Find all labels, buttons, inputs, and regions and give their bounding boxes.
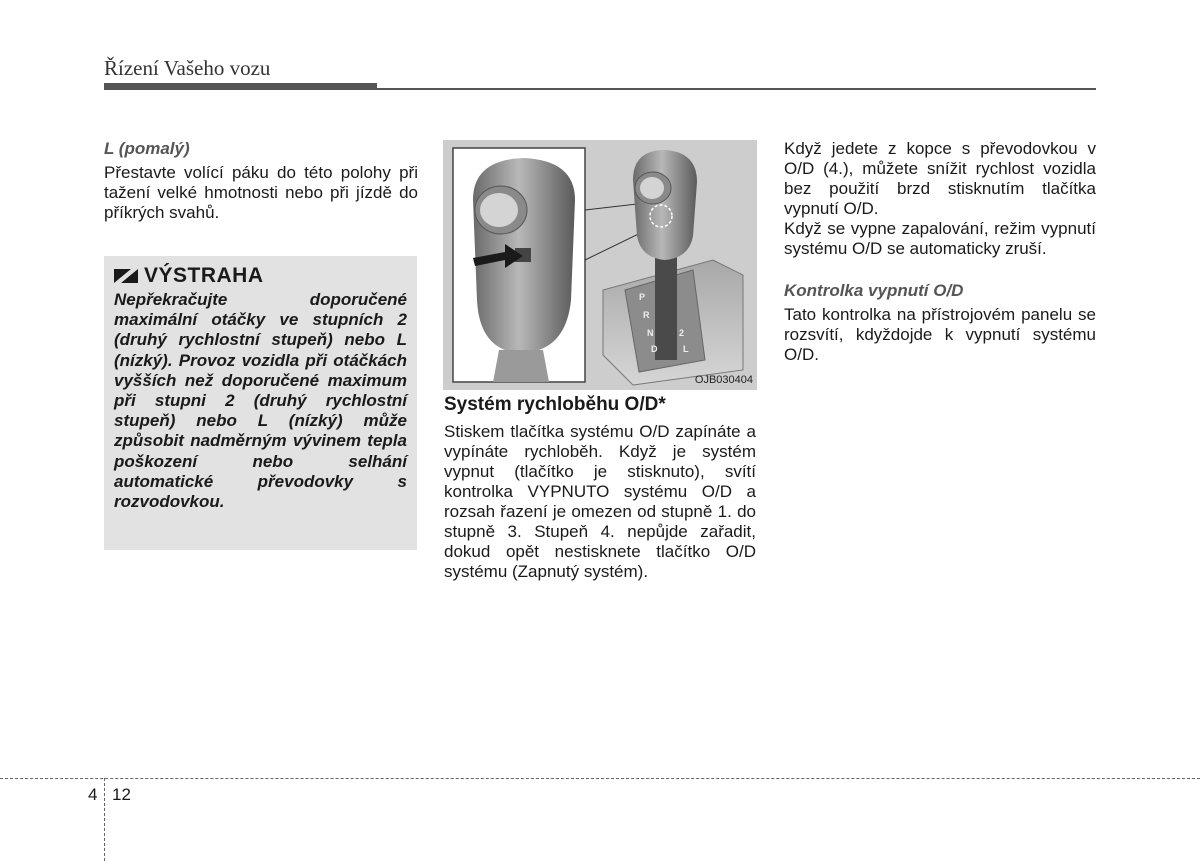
svg-text:D: D — [651, 344, 658, 354]
figure-code: OJB030404 — [694, 374, 753, 386]
middle-column — [444, 394, 756, 582]
warning-box — [104, 256, 417, 550]
left-column — [104, 139, 418, 223]
od-off-indicator-text: Tato kontrolka na přístrojovém panelu se rozsvítí, kdyždojde k vypnutí systému O/D. — [784, 305, 1096, 364]
overdrive-text: Stiskem tlačítka systému O/D zapínáte a vypínáte rychloběh. Když je systém vypnut (tlačítko je stisknuto), svítí kontrolka VYPNUTO systému O/D a rozsah řazení je omezen od stupně 1. do stupně 3. Stupeň 4. nepůjde zařadit, dokud opět nestisknete tlačítko O/D systému (Zapnutý systém). — [444, 422, 756, 581]
page-header-title: Řízení Vašeho vozu — [104, 56, 271, 80]
l-position-text: Přestavte volící páku do této polohy při tažení velké hmotnosti nebo při jízdě do příkrých svahů. — [104, 163, 418, 222]
downhill-paragraph: Když jedete z kopce s převodovkou v O/D (4.), můžete snížit rychlost vozidla bez použití brzd stisknutím tlačítka vypnutí O/D. — [784, 139, 1096, 218]
svg-text:N: N — [647, 328, 654, 338]
right-column — [784, 139, 1096, 365]
warning-icon — [114, 268, 138, 284]
shift-lever-illustration — [443, 140, 757, 390]
overdrive-heading: Systém rychloběhu O/D* — [444, 394, 666, 415]
od-off-indicator-heading: Kontrolka vypnutí O/D — [784, 281, 964, 300]
footer-divider — [104, 778, 105, 861]
svg-text:P: P — [639, 292, 646, 302]
warning-title: VÝSTRAHA — [144, 264, 264, 287]
warning-text: Nepřekračujte doporučené maximální otáčky ve stupních 2 (druhý rychlostní stupeň) nebo L (nízký). Provoz vozidla při otáčkách vyšších než doporučené maximum při stupni 2 (druhý rychlostní stupeň) nebo L (nízký) může způsobit nadměrným vývinem tepla poškození nebo selhání automatické převodovky s rozvodovkou. — [114, 290, 407, 512]
svg-text:2: 2 — [679, 328, 685, 338]
warning-header — [114, 264, 407, 288]
header-rule — [104, 88, 1096, 90]
svg-text:L: L — [683, 344, 689, 354]
l-position-heading: L (pomalý) — [104, 139, 190, 158]
svg-text:R: R — [643, 310, 650, 320]
section-number: 4 — [88, 785, 98, 804]
ignition-paragraph: Když se vypne zapalování, režim vypnutí systému O/D se automaticky zruší. — [784, 219, 1096, 258]
gear-shift-drawing — [443, 140, 757, 390]
footer-rule — [0, 778, 1200, 779]
paragraph-spacer — [784, 259, 1096, 281]
page-number: 12 — [112, 785, 131, 804]
